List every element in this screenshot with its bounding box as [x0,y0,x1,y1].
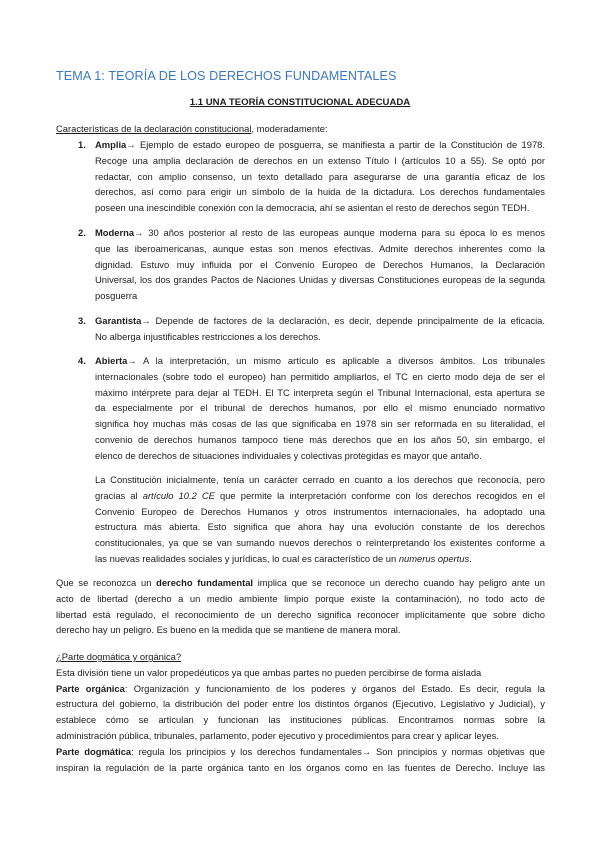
item-number: 1. [78,139,86,150]
question-heading: ¿Parte dogmática y orgánica? [56,651,182,662]
list-item: Abierta→ A la interpretación, un mismo artículo es aplicable a diversos ámbitos. Los tribunales internacionales (sobre todo el europeo) han permitido ampliarlos, el TC en cierto modo deja de ser el máximo intérprete para dejar al TEDH. El TC interpreta según el Tribunal Internacional, esta apertura se da especialmente por el tribunal de derechos humanos, por ello el mismo enunciado normativo significa hoy muchas más cosas de las que significaba en 1978 sin ser reformada en su literalidad, el convenio de derechos humanos tampoco tiene más derechos que en los años 50, sin embargo, el elenco de derechos de situaciones individuales y colectivas protegidas es mayor que antaño. [95,355,545,461]
parts-section: ¿Parte dogmática y orgánica? Esta división tiene un valor propedéuticos ya que ambas partes no pueden percibirse de forma aislada Parte orgánica: Organización y funcionamiento de los poderes y órganos del Estado. Es decir, regula la estructura del gobierno, la distribución del poder entre los distintos órganos (Ejecutivo, Legislativo y Judicial), y establece cómo se articulan y funcionan las instituciones públicas. Encontramos normas sobre la administración pública, tribunales, parlamento, poder ejecutivo y procedimientos para crear y aplicar leyes. Parte dogmática: regula los principios y los derechos fundamentales→ Son principios y normas objetivas que inspiran la regulación de la parte orgánica tanto en los órganos como en las fuentes de Derecho. Incluye las [56,651,545,773]
item-number: 2. [78,227,86,238]
list-item: Moderna→ 30 años posterior al resto de las europeas aunque moderna para su época lo es menos que las iberoamericanas, aunque estas son menos efectivas. Admite derechos inherentes como la dignidad. Estuvo muy influida por el Convenio Europeo de Derechos Humanos, la Declaración Universal, los dos grandes Pactos de Naciones Unidas y diversas Constituciones europeas de la segunda posguerra [95,227,545,302]
item-number: 4. [78,355,86,366]
page-title: TEMA 1: TEORÍA DE LOS DERECHOS FUNDAMENTALES [56,69,397,83]
item-number: 3. [78,315,86,326]
paragraph-constitution: La Constitución inicialmente, tenía un carácter cerrado en cuanto a los derechos que reconocía, pero gracias al artículo 10.2 CE que permite la interpretación conforme con los derechos recogidos en el Convenio Europeo de Derechos Humanos y otros instrumentos internacionales, ha adoptado una estructura más abierta. Esto significa que ahora hay una evolución constante de los derechos constitucionales, ya que se van sumando nuevos derechos o reinterpretando los existentes conforme a las nuevas realidades sociales y jurídicas, lo cual es característico de un numerus opertus. [95,474,545,564]
paragraph-fundamental-right: Que se reconozca un derecho fundamental implica que se reconoce un derecho cuando hay peligro ante un acto de libertad (derecho a un medio ambiente limpio porque existe la contaminación), no todo acto de libertad está regulado, el reconocimiento de un derecho significa reconocer implícitamente que sobre dicho derecho hay un peligro. Es bueno en la medida que se mantiene de manera moral. [56,577,545,636]
list-item: Amplia→ Ejemplo de estado europeo de posguerra, se manifiesta a partir de la Constitución de 1978. Recoge una amplia declaración de derechos en un extenso Título I (artículos 10 a 55). Se optó por redactar, con amplio consenso, un texto detallado para asegurarse de una garantía eficaz de los derechos, así como para erigir un símbolo de la huida de la dictadura. Los derechos fundamentales poseen una inescindible conexión con la democracia, ahí se asientan el resto de derechos según TEDH. [95,139,545,214]
list-item: Garantista→ Depende de factores de la declaración, es decir, depende principalmente de la eficacia. No alberga injustificables restricciones a los derechos. [95,315,545,342]
section-heading: 1.1 UNA TEORÍA CONSTITUCIONAL ADECUADA [189,97,411,108]
intro-line: Características de la declaración constitucional, moderadamente: [56,123,328,134]
